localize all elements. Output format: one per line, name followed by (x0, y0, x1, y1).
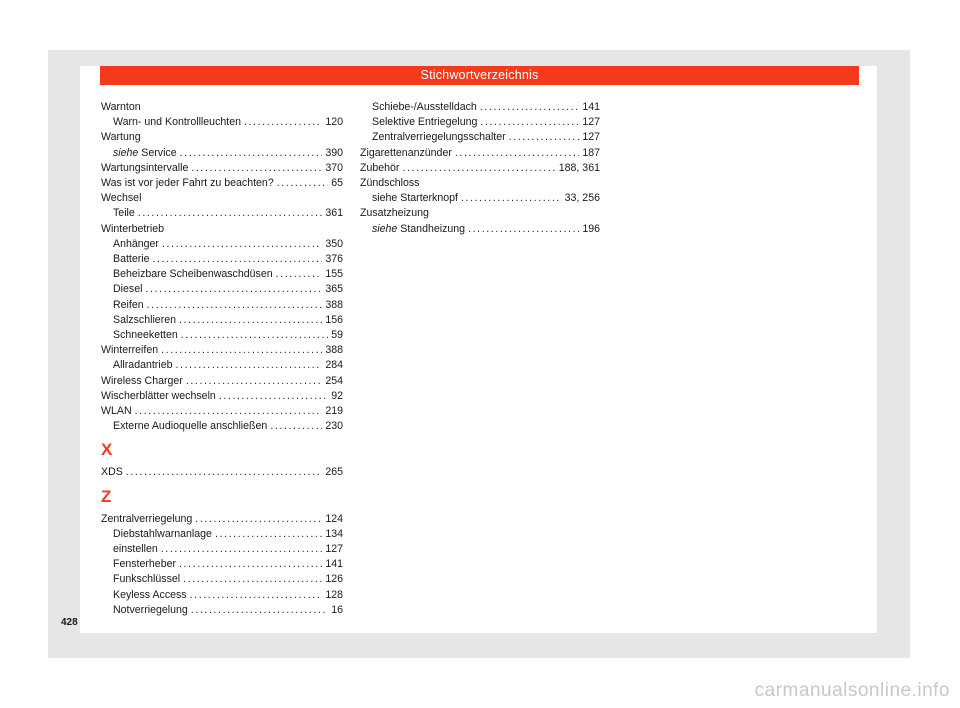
index-heading: Warnton (101, 101, 141, 113)
letter-heading-x: X (101, 440, 113, 460)
entry-text: Wischerblätter wechseln (101, 389, 216, 402)
entry-page-number[interactable]: 92 (331, 389, 343, 402)
entry-page-number[interactable]: 33, 256 (564, 192, 600, 205)
entry-page-number[interactable]: 141 (325, 558, 343, 571)
entry-text: WLAN (101, 405, 132, 418)
index-entry (101, 512, 343, 527)
entry-text: Batterie (113, 253, 150, 266)
entry-label (113, 572, 180, 587)
index-group-z (101, 512, 343, 618)
dot-leader (179, 557, 322, 572)
dot-leader (402, 161, 555, 176)
entry-page-number[interactable]: 126 (325, 573, 343, 586)
entry-label (113, 282, 142, 297)
dot-leader (480, 115, 579, 130)
entry-page-number[interactable]: 361 (325, 207, 343, 220)
entry-label (113, 115, 241, 130)
index-heading: Zusatzheizung (360, 207, 429, 220)
index-group-x (101, 465, 343, 480)
index-subentry (360, 222, 600, 237)
index-subentry (101, 237, 343, 252)
index-subentry (360, 115, 600, 130)
entry-page-number[interactable]: 127 (325, 543, 343, 556)
dot-leader (461, 191, 562, 206)
entry-page-number[interactable]: 388 (325, 298, 343, 311)
entry-text: Schiebe-/Ausstelldach (372, 101, 477, 113)
dot-leader (145, 282, 322, 297)
entry-page-number[interactable]: 134 (325, 527, 343, 540)
entry-label (101, 343, 158, 358)
index-heading: Wechsel (101, 192, 142, 205)
entry-text: Fensterheber (113, 558, 177, 571)
index-entry (101, 176, 343, 191)
entry-label (113, 237, 159, 252)
entry-text: einstellen (113, 543, 158, 556)
entry-page-number[interactable]: 350 (325, 237, 343, 250)
entry-page-number[interactable]: 284 (325, 359, 343, 372)
page-title: Stichwortverzeichnis (100, 66, 859, 85)
entry-text: Zentralverriegelungsschalter (372, 131, 506, 144)
entry-label (372, 130, 506, 145)
dot-leader (195, 512, 322, 527)
dot-leader (179, 313, 322, 328)
entry-text: Winterreifen (101, 344, 159, 357)
entry-page-number[interactable]: 16 (331, 603, 343, 616)
index-entry (360, 146, 600, 161)
index-entry (101, 343, 343, 358)
index-subentry (101, 206, 343, 221)
entry-page-number[interactable]: 127 (582, 116, 600, 129)
entry-text: Salzschlieren (113, 313, 177, 326)
entry-text: Notverriegelung (113, 603, 188, 616)
dot-leader (219, 389, 328, 404)
entry-label (360, 161, 399, 176)
entry-text: Standheizung (400, 222, 466, 235)
index-group-z-continued (360, 100, 600, 237)
index-subentry (101, 542, 343, 557)
entry-label (113, 557, 176, 572)
index-heading: Wartung (101, 131, 141, 144)
entry-text: Zigarettenanzünder (360, 146, 452, 159)
entry-label (113, 527, 212, 542)
entry-page-number[interactable]: 388 (325, 344, 343, 357)
index-subentry (101, 115, 343, 130)
entry-page-number[interactable]: 254 (325, 374, 343, 387)
entry-prefix: siehe (113, 146, 139, 159)
index-subentry (101, 419, 343, 434)
entry-text: Externe Audioquelle anschließen (113, 420, 268, 433)
index-subentry (101, 603, 343, 618)
entry-text: Diesel (113, 283, 143, 296)
dot-leader (468, 222, 579, 237)
dot-leader (509, 130, 580, 145)
entry-label (372, 100, 477, 115)
index-entry (360, 161, 600, 176)
dot-leader (186, 374, 322, 389)
entry-label (101, 389, 216, 404)
entry-text: Zubehör (360, 161, 400, 174)
entry-text: Allradantrieb (113, 359, 173, 372)
entry-label (113, 358, 172, 373)
entry-text: XDS (101, 466, 123, 479)
entry-text: siehe Starterknopf (372, 192, 458, 205)
dot-leader (181, 328, 328, 343)
entry-label (113, 298, 144, 313)
dot-leader (183, 572, 322, 587)
entry-page-number[interactable]: 124 (325, 512, 343, 525)
entry-label (113, 252, 150, 267)
entry-label (101, 512, 192, 527)
index-subentry (101, 557, 343, 572)
entry-label (113, 206, 135, 221)
dot-leader (175, 358, 322, 373)
index-subentry (101, 358, 343, 373)
dot-leader (270, 419, 322, 434)
dot-leader (244, 115, 322, 130)
index-subentry (101, 146, 343, 161)
entry-page-number[interactable]: 376 (325, 253, 343, 266)
dot-leader (276, 267, 323, 282)
entry-page-number[interactable]: 141 (582, 101, 600, 113)
dot-leader (161, 542, 323, 557)
entry-label (113, 328, 178, 343)
entry-text: Zentralverriegelung (101, 512, 193, 525)
entry-page-number[interactable]: 59 (331, 329, 343, 342)
index-subentry (101, 313, 343, 328)
index-entry (101, 465, 343, 480)
entry-label (113, 419, 267, 434)
dot-leader (153, 252, 323, 267)
entry-page-number[interactable]: 365 (325, 283, 343, 296)
dot-leader (191, 161, 322, 176)
index-heading: Winterbetrieb (101, 222, 164, 235)
entry-page-number[interactable]: 265 (325, 466, 343, 479)
index-subentry (101, 252, 343, 267)
entry-label (101, 176, 274, 191)
entry-label (113, 313, 176, 328)
dot-leader (180, 146, 323, 161)
index-subentry (360, 191, 600, 206)
entry-page-number[interactable]: 155 (325, 268, 343, 281)
entry-page-number[interactable]: 230 (325, 420, 343, 433)
index-subentry (101, 282, 343, 297)
index-entry (101, 161, 343, 176)
entry-text: Reifen (113, 298, 144, 311)
entry-label (372, 191, 458, 206)
entry-page-number[interactable]: 120 (325, 116, 343, 129)
entry-page-number[interactable]: 127 (582, 131, 600, 144)
dot-leader (455, 146, 579, 161)
entry-label (113, 542, 158, 557)
entry-label (101, 374, 183, 389)
dot-leader (162, 237, 322, 252)
entry-page-number[interactable]: 128 (325, 588, 343, 601)
entry-page-number[interactable]: 156 (325, 313, 343, 326)
dot-leader (215, 527, 322, 542)
entry-page-number[interactable]: 219 (325, 405, 343, 418)
entry-text: Was ist vor jeder Fahrt zu beachten? (101, 177, 274, 190)
entry-prefix: siehe (372, 222, 398, 235)
entry-page-number[interactable]: 196 (582, 222, 600, 235)
index-entry (101, 404, 343, 419)
entry-text: Keyless Access (113, 588, 187, 601)
entry-page-number[interactable]: 188, 361 (558, 161, 600, 174)
entry-text: Diebstahlwarnanlage (113, 527, 212, 540)
dot-leader (161, 343, 322, 358)
page-number: 428 (61, 617, 78, 628)
entry-label (101, 161, 188, 176)
dot-leader (190, 588, 323, 603)
entry-page-number[interactable]: 370 (325, 161, 343, 174)
index-subentry (101, 298, 343, 313)
entry-label (113, 146, 177, 161)
index-group-w (101, 100, 343, 434)
entry-label (113, 588, 187, 603)
entry-label (113, 267, 273, 282)
entry-text: Schneeketten (113, 329, 178, 342)
entry-label (101, 465, 123, 480)
dot-leader (191, 603, 328, 618)
dot-leader (277, 176, 328, 191)
entry-label (372, 115, 477, 130)
dot-leader (480, 100, 579, 115)
index-subentry (101, 267, 343, 282)
dot-leader (126, 465, 323, 480)
index-entry (101, 389, 343, 404)
entry-page-number[interactable]: 187 (582, 146, 600, 159)
dot-leader (135, 404, 323, 419)
index-subentry (101, 527, 343, 542)
entry-page-number[interactable]: 390 (325, 146, 343, 159)
entry-text: Service (141, 146, 177, 159)
entry-text: Teile (113, 207, 135, 220)
entry-label (372, 222, 465, 237)
entry-label (101, 404, 132, 419)
dot-leader (147, 298, 323, 313)
entry-label (360, 146, 452, 161)
letter-heading-z: Z (101, 486, 112, 506)
entry-text: Wartungsintervalle (101, 161, 189, 174)
entry-text: Warn- und Kontrollleuchten (113, 116, 241, 129)
index-column-left (101, 100, 343, 618)
entry-text: Beheizbare Scheibenwaschdüsen (113, 268, 273, 281)
entry-label (113, 603, 188, 618)
entry-text: Selektive Entriegelung (372, 116, 478, 129)
index-subentry (360, 130, 600, 145)
index-column-right (360, 100, 600, 237)
index-entry (101, 374, 343, 389)
entry-text: Funkschlüssel (113, 573, 181, 586)
entry-page-number[interactable]: 65 (331, 177, 343, 190)
dot-leader (138, 206, 323, 221)
index-subentry (360, 100, 600, 115)
entry-text: Anhänger (113, 237, 159, 250)
index-heading: Zündschloss (360, 177, 420, 190)
index-subentry (101, 328, 343, 343)
index-subentry (101, 572, 343, 587)
watermark: carmanualsonline.info (754, 680, 950, 701)
index-subentry (101, 588, 343, 603)
entry-text: Wireless Charger (101, 374, 183, 387)
